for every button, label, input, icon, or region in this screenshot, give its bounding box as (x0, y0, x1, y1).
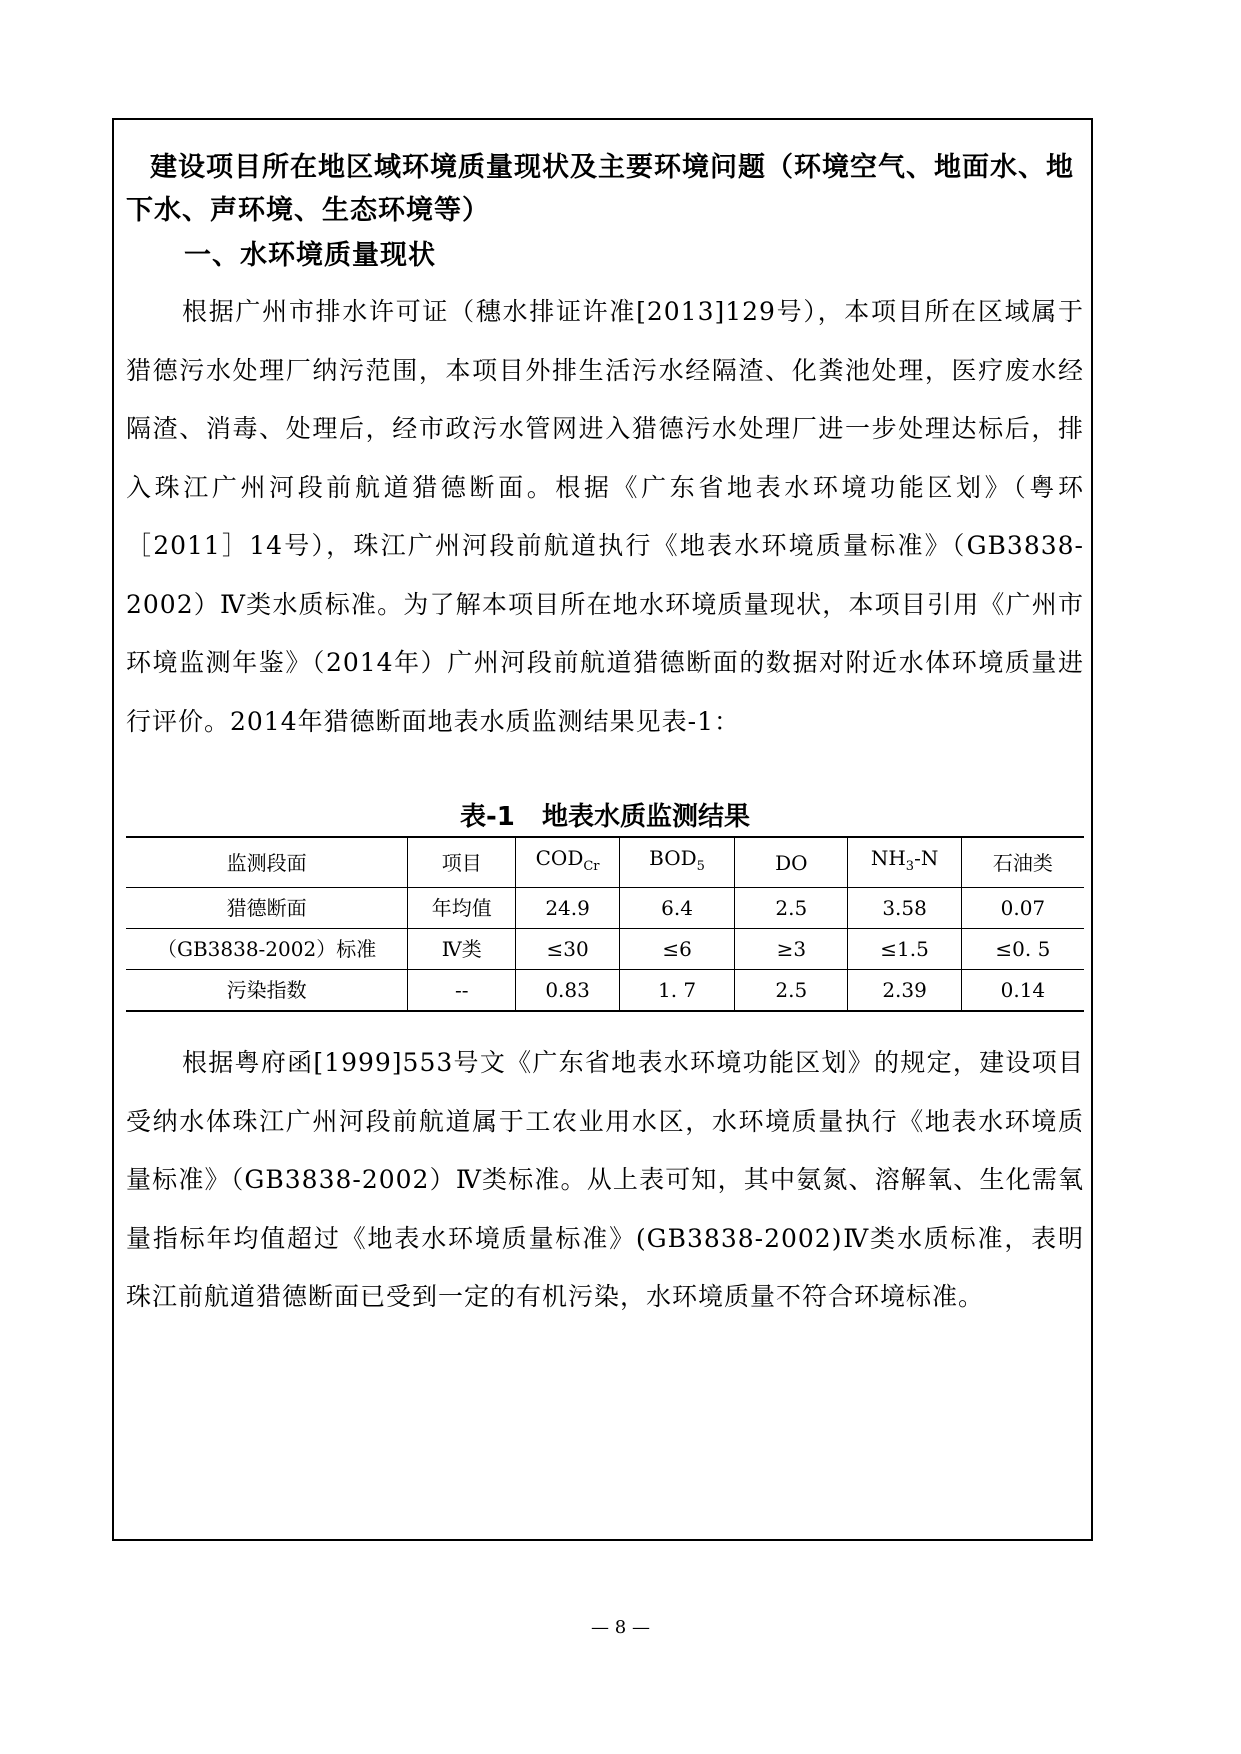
header-do: DO (735, 837, 848, 888)
cell-cod: 24.9 (516, 888, 620, 929)
cell-nh3n: 2.39 (848, 970, 961, 1012)
cell-item: Ⅳ类 (408, 929, 516, 970)
cell-section: 污染指数 (126, 970, 408, 1012)
table-row (126, 888, 1084, 929)
page-number: — 8 — (591, 1617, 650, 1638)
table-row (126, 929, 1084, 970)
cell-cod: 0.83 (516, 970, 620, 1012)
table-caption: 地表水质监测结果 (542, 802, 751, 832)
table-number: 表-1 (459, 802, 515, 832)
cell-section: （GB3838-2002）标准 (126, 929, 408, 970)
cell-bod: 1. 7 (619, 970, 734, 1012)
cell-oil: 0.14 (961, 970, 1084, 1012)
header-item: 项目 (408, 837, 516, 888)
cell-bod: ≤6 (619, 929, 734, 970)
water-quality-table (126, 836, 1084, 1012)
cell-do: 2.5 (735, 970, 848, 1012)
cell-oil: ≤0. 5 (961, 929, 1084, 970)
cell-nh3n: 3.58 (848, 888, 961, 929)
section-heading: 建设项目所在地区域环境质量现状及主要环境问题（环境空气、地面水、地下水、声环境、生态环境等） (126, 152, 1074, 226)
header-nh3n: $NH_3-N$ (848, 837, 961, 888)
paragraph-water-quality: 根据广州市排水许可证（穗水排证许准[2013]129号），本项目所在区域属于猎德污水处理厂纳污范围，本项目外排生活污水经隔渣、化粪池处理，医疗废水经隔渣、消毒、处理后，经市政污水管网进入猎德污水处理厂进一步处理达标后，排入珠江广州河段前航道猎德断面。根据《广东省地表水环境功能区划》（粤环［2011］14号），珠江广州河段前航道执行《地表水环境质量标准》（GB3838-2002）Ⅳ类水质标准。为了解本项目所在地水环境质量现状，本项目引用《广州市环境监测年鉴》（2014年）广州河段前航道猎德断面的数据对附近水体环境质量进行评价。2014年猎德断面地表水质监测结果见表-1： (126, 297, 1084, 736)
table-header-row (126, 837, 1084, 888)
subsection-heading: 一、水环境质量现状 (184, 240, 436, 271)
cell-oil: 0.07 (961, 888, 1084, 929)
header-oil: 石油类 (961, 837, 1084, 888)
cell-section: 猎德断面 (126, 888, 408, 929)
table-row (126, 970, 1084, 1012)
header-cod: $COD_{Cr}$ (516, 837, 620, 888)
cell-item: 年均值 (408, 888, 516, 929)
header-bod: $BOD_5$ (619, 837, 734, 888)
table-title (126, 800, 1084, 834)
cell-do: ≥3 (735, 929, 848, 970)
paragraph-conclusion: 根据粤府函[1999]553号文《广东省地表水环境功能区划》的规定，建设项目受纳水体珠江广州河段前航道属于工农业用水区，水环境质量执行《地表水环境质量标准》（GB3838-2002）Ⅳ类标准。从上表可知，其中氨氮、溶解氧、生化需氧量指标年均值超过《地表水环境质量标准》(GB3838-2002)Ⅳ类水质标准，表明珠江前航道猎德断面已受到一定的有机污染，水环境质量不符合环境标准。 (126, 1048, 1084, 1311)
header-section: 监测段面 (126, 837, 408, 888)
cell-cod: ≤30 (516, 929, 620, 970)
cell-item: -- (408, 970, 516, 1012)
cell-bod: 6.4 (619, 888, 734, 929)
cell-nh3n: ≤1.5 (848, 929, 961, 970)
cell-do: 2.5 (735, 888, 848, 929)
